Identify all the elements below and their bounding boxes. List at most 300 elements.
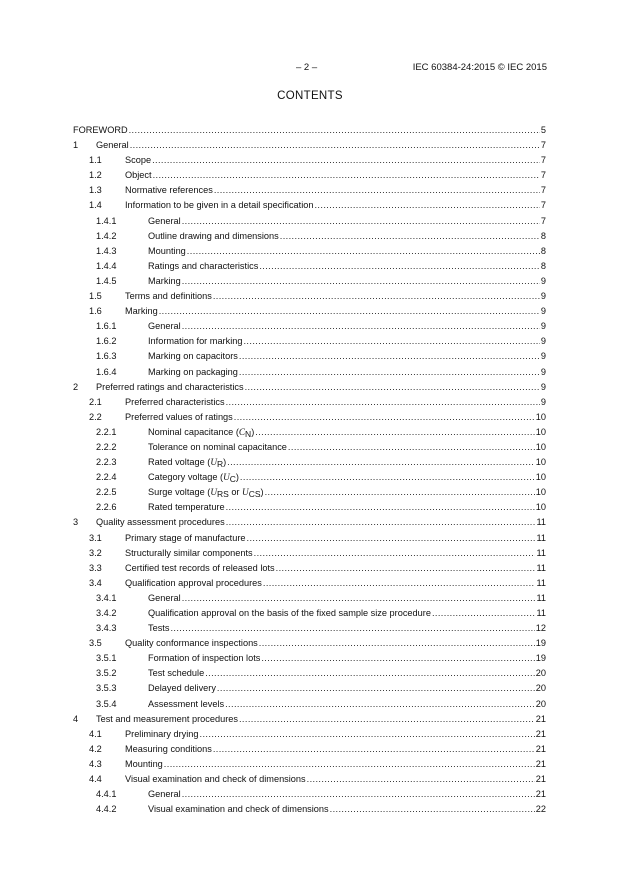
toc-title-text: Test schedule bbox=[148, 668, 205, 679]
toc-row[interactable] bbox=[73, 577, 546, 592]
toc-title-text: Information to be given in a detail specification bbox=[125, 200, 314, 211]
toc-page-number: 10 bbox=[535, 441, 546, 452]
toc-entry[interactable] bbox=[125, 154, 546, 167]
symbol: U bbox=[210, 457, 217, 468]
toc-entry[interactable] bbox=[148, 592, 546, 605]
toc-page-number: 21 bbox=[535, 789, 546, 800]
dot-leader bbox=[152, 154, 540, 167]
toc-section-number: 3.1 bbox=[89, 532, 102, 543]
dot-leader bbox=[182, 320, 540, 333]
toc-section-number: 3.3 bbox=[89, 562, 102, 573]
toc-section-number: 1.4.5 bbox=[96, 275, 117, 286]
toc-page-number: 9 bbox=[540, 396, 546, 407]
toc-entry[interactable] bbox=[148, 501, 546, 514]
toc-title bbox=[125, 199, 314, 212]
dot-leader bbox=[263, 577, 536, 590]
toc-section-number: 2.1 bbox=[89, 396, 102, 407]
toc-row[interactable] bbox=[73, 335, 546, 350]
toc-section-number: 3.5.2 bbox=[96, 668, 117, 679]
toc-page-number: 8 bbox=[540, 230, 546, 241]
toc-row[interactable] bbox=[73, 471, 546, 486]
toc-title-text: Preferred ratings and characteristics bbox=[96, 381, 244, 392]
toc-page-number: 10 bbox=[535, 487, 546, 498]
toc-title-text: Surge voltage ( bbox=[148, 487, 211, 498]
toc-section-number: 1.1 bbox=[89, 155, 102, 166]
dot-leader bbox=[182, 788, 535, 801]
toc-row[interactable] bbox=[73, 350, 546, 365]
toc-title-text: Mounting bbox=[148, 245, 186, 256]
toc-page-number: 21 bbox=[535, 713, 546, 724]
toc-section-number: 1.6.2 bbox=[96, 336, 117, 347]
toc-page-number: 10 bbox=[535, 411, 546, 422]
toc-title bbox=[125, 305, 159, 318]
toc-entry[interactable] bbox=[96, 139, 546, 152]
toc-row[interactable] bbox=[73, 652, 546, 667]
toc-title bbox=[148, 275, 182, 288]
toc-section-number: 4.4 bbox=[89, 774, 102, 785]
symbol-subscript: RS bbox=[216, 489, 229, 500]
toc-entry[interactable] bbox=[125, 758, 546, 771]
toc-row[interactable] bbox=[73, 230, 546, 245]
toc-entry[interactable] bbox=[148, 667, 546, 680]
toc-page-number: 10 bbox=[535, 502, 546, 513]
toc-title-text: General bbox=[148, 321, 181, 332]
toc-section-number: 2.2.5 bbox=[96, 487, 117, 498]
toc-title-text: Terms and definitions bbox=[125, 291, 212, 302]
toc-entry[interactable] bbox=[125, 290, 546, 303]
dot-leader bbox=[276, 562, 536, 575]
toc-entry[interactable] bbox=[148, 698, 546, 711]
toc-row[interactable] bbox=[73, 547, 546, 562]
toc-entry[interactable] bbox=[148, 441, 546, 454]
toc-section-number: 1.6.4 bbox=[96, 366, 117, 377]
toc-entry[interactable] bbox=[148, 788, 546, 801]
toc-page-number: 9 bbox=[540, 275, 546, 286]
toc-page-number: 8 bbox=[540, 245, 546, 256]
toc-row[interactable] bbox=[73, 637, 546, 652]
toc-section-number: 1.4 bbox=[89, 200, 102, 211]
toc-entry[interactable] bbox=[148, 682, 546, 695]
symbol-subscript: R bbox=[216, 459, 224, 470]
toc-title bbox=[148, 260, 259, 273]
toc-title-text: Qualification approval on the basis of the fixed sample size procedure bbox=[148, 608, 431, 618]
dot-leader bbox=[239, 713, 535, 726]
toc-title-text: Rated temperature bbox=[148, 502, 225, 513]
toc-page-number: 10 bbox=[535, 426, 546, 437]
dot-leader bbox=[226, 396, 540, 409]
toc-title-text: Information for marking bbox=[148, 336, 243, 347]
toc-title-text: Preferred characteristics bbox=[125, 396, 225, 407]
dot-leader bbox=[187, 245, 540, 258]
toc-title-text: Scope bbox=[125, 155, 152, 166]
toc-title-text: Marking on capacitors bbox=[148, 351, 238, 362]
toc-title-text-end: ) bbox=[260, 487, 264, 498]
toc-title bbox=[125, 411, 234, 424]
toc-row[interactable] bbox=[73, 426, 546, 441]
toc-title-text: Qualification approval procedures bbox=[125, 577, 262, 588]
toc-page-number: 9 bbox=[540, 336, 546, 347]
toc-page-number: 21 bbox=[535, 728, 546, 739]
toc-title bbox=[148, 441, 288, 454]
dot-leader bbox=[164, 758, 535, 771]
toc-row[interactable] bbox=[73, 275, 546, 290]
symbol: U bbox=[223, 472, 230, 483]
toc-section-number: 3.5.4 bbox=[96, 698, 117, 709]
toc-page-number: 9 bbox=[540, 321, 546, 332]
dot-leader bbox=[182, 592, 536, 605]
toc-title bbox=[125, 743, 213, 756]
toc-title-text: Ratings and characteristics bbox=[148, 260, 259, 271]
toc-title bbox=[148, 230, 280, 243]
toc-row[interactable] bbox=[73, 124, 546, 139]
toc-row[interactable] bbox=[73, 260, 546, 275]
toc-title bbox=[148, 698, 225, 711]
toc-title-text: Structurally similar components bbox=[125, 547, 253, 558]
toc-title bbox=[148, 682, 217, 695]
toc-title bbox=[125, 184, 214, 197]
toc-row[interactable] bbox=[73, 411, 546, 426]
toc-entry[interactable] bbox=[125, 169, 546, 182]
toc-title bbox=[96, 516, 226, 529]
dot-leader bbox=[213, 743, 535, 756]
dot-leader bbox=[129, 124, 540, 137]
symbol-subscript: N bbox=[245, 428, 252, 439]
toc-page-number: 21 bbox=[535, 774, 546, 785]
toc-row[interactable] bbox=[73, 184, 546, 199]
toc-title-text: Marking bbox=[148, 275, 181, 286]
dot-leader bbox=[259, 260, 540, 273]
toc-row[interactable] bbox=[73, 788, 546, 803]
toc-title-text: Outline drawing and dimensions bbox=[148, 230, 279, 241]
toc-row[interactable] bbox=[73, 803, 546, 818]
toc-row[interactable] bbox=[73, 396, 546, 411]
toc-entry[interactable] bbox=[148, 803, 546, 816]
toc-row[interactable] bbox=[73, 320, 546, 335]
toc-entry[interactable] bbox=[125, 577, 546, 590]
toc-section-number: 1.6.3 bbox=[96, 351, 117, 362]
toc-section-number: 1.4.2 bbox=[96, 230, 117, 241]
dot-leader bbox=[247, 532, 536, 545]
toc-page-number: 7 bbox=[540, 155, 546, 166]
toc-title bbox=[148, 366, 239, 379]
toc-title-text: General bbox=[148, 789, 181, 800]
toc-section-number: 1.6.1 bbox=[96, 321, 117, 332]
toc-title-text: General bbox=[148, 592, 181, 603]
toc-row[interactable] bbox=[73, 139, 546, 154]
toc-row[interactable] bbox=[73, 743, 546, 758]
toc-title-text: Nominal capacitance ( bbox=[148, 426, 239, 437]
toc-entry[interactable] bbox=[125, 562, 546, 575]
toc-title-text-end: ) bbox=[251, 426, 255, 437]
toc-title-text: Formation of inspection lots bbox=[148, 653, 261, 664]
symbol-subscript: CS bbox=[248, 489, 261, 500]
toc-entry[interactable] bbox=[125, 773, 546, 786]
toc-section-number: 3.4.2 bbox=[96, 608, 117, 618]
toc-entry[interactable] bbox=[73, 124, 546, 137]
toc-title bbox=[148, 622, 170, 635]
toc-title-text: Quality assessment procedures bbox=[96, 517, 225, 528]
toc-entry[interactable] bbox=[148, 652, 546, 665]
toc-title bbox=[148, 803, 330, 816]
toc-entry[interactable] bbox=[148, 622, 546, 635]
toc-row[interactable] bbox=[73, 682, 546, 697]
toc-page-number: 20 bbox=[535, 683, 546, 694]
toc-entry[interactable] bbox=[148, 426, 546, 441]
toc-section-number: 4.4.1 bbox=[96, 789, 117, 800]
toc-section-number: 4 bbox=[73, 713, 79, 724]
toc-page-number: 9 bbox=[540, 381, 546, 392]
toc-section-number: 1.3 bbox=[89, 185, 102, 196]
toc-title-text: Visual examination and check of dimensions bbox=[125, 774, 306, 785]
toc-section-number: 1.4.4 bbox=[96, 260, 117, 271]
toc-title-text: Mounting bbox=[125, 758, 163, 769]
toc-row[interactable] bbox=[73, 245, 546, 260]
dot-leader bbox=[205, 667, 535, 680]
page-header bbox=[0, 62, 620, 76]
toc-title-text: Normative references bbox=[125, 185, 213, 196]
toc-row[interactable] bbox=[73, 366, 546, 381]
dot-leader bbox=[213, 290, 540, 303]
toc-title bbox=[148, 486, 265, 501]
toc-entry[interactable] bbox=[125, 184, 546, 197]
toc-row[interactable] bbox=[73, 441, 546, 456]
toc-page-number: 20 bbox=[535, 698, 546, 709]
toc-page-number: 7 bbox=[540, 200, 546, 211]
toc-title-text: Marking on packaging bbox=[148, 366, 238, 377]
toc-row[interactable] bbox=[73, 773, 546, 788]
dot-leader bbox=[243, 335, 539, 348]
toc-entry[interactable] bbox=[96, 516, 546, 529]
toc-entry[interactable] bbox=[125, 411, 546, 424]
toc-title-text: Category voltage ( bbox=[148, 472, 224, 483]
toc-page-number: 20 bbox=[535, 668, 546, 679]
dot-leader bbox=[217, 682, 535, 695]
toc-entry[interactable] bbox=[125, 547, 546, 560]
toc-page-number: 7 bbox=[540, 170, 546, 181]
dot-leader bbox=[432, 607, 536, 620]
toc-row[interactable] bbox=[73, 532, 546, 547]
toc-title bbox=[148, 652, 261, 665]
toc-title bbox=[125, 728, 200, 741]
dot-leader bbox=[330, 803, 535, 816]
dot-leader bbox=[261, 652, 534, 665]
toc-row[interactable] bbox=[73, 698, 546, 713]
dot-leader bbox=[200, 728, 535, 741]
toc-section-number: 3.4.3 bbox=[96, 623, 117, 634]
toc-page-number: 11 bbox=[536, 547, 546, 558]
toc-entry[interactable] bbox=[148, 260, 546, 273]
toc-row[interactable] bbox=[73, 516, 546, 531]
toc-title-text: Preferred values of ratings bbox=[125, 411, 233, 422]
toc-title bbox=[125, 547, 254, 560]
toc-title-text: Rated voltage ( bbox=[148, 457, 211, 468]
toc-entry[interactable] bbox=[148, 350, 546, 363]
toc-title bbox=[125, 290, 213, 303]
toc-entry[interactable] bbox=[148, 215, 546, 228]
toc-section-number: 3.4 bbox=[89, 577, 102, 588]
toc-title-text: Delayed delivery bbox=[148, 683, 216, 694]
toc-row[interactable] bbox=[73, 215, 546, 230]
toc-entry[interactable] bbox=[148, 320, 546, 333]
dot-leader bbox=[265, 486, 535, 499]
toc-title-text: FOREWORD bbox=[73, 125, 128, 135]
toc-section-number: 2.2.3 bbox=[96, 457, 117, 468]
toc-title-text: Assessment levels bbox=[148, 698, 225, 709]
toc-row[interactable] bbox=[73, 381, 546, 396]
toc-row[interactable] bbox=[73, 728, 546, 743]
toc-row[interactable] bbox=[73, 667, 546, 682]
toc-row[interactable] bbox=[73, 607, 546, 622]
toc-entry[interactable] bbox=[125, 199, 546, 212]
toc-section-number: 3.5.1 bbox=[96, 653, 117, 664]
toc-entry[interactable] bbox=[148, 471, 546, 486]
toc-row[interactable] bbox=[73, 169, 546, 184]
dot-leader bbox=[130, 139, 540, 152]
toc-section-number: 4.3 bbox=[89, 758, 102, 769]
toc-page-number: 8 bbox=[540, 260, 546, 271]
toc-title-text-end: ) bbox=[235, 472, 239, 483]
toc-entry[interactable] bbox=[148, 335, 546, 348]
toc-row[interactable] bbox=[73, 486, 546, 501]
toc-section-number: 2.2.2 bbox=[96, 441, 117, 452]
dot-leader bbox=[182, 275, 540, 288]
toc-title-text: Visual examination and check of dimensions bbox=[148, 804, 329, 815]
toc-entry[interactable] bbox=[96, 381, 546, 394]
toc-row[interactable] bbox=[73, 199, 546, 214]
toc-entry[interactable] bbox=[148, 456, 546, 471]
dot-leader bbox=[226, 501, 535, 514]
toc-section-number: 2.2.1 bbox=[96, 426, 117, 437]
toc-page-number: 10 bbox=[535, 472, 546, 483]
toc-page-number: 7 bbox=[540, 140, 546, 151]
toc-title bbox=[125, 396, 226, 409]
toc-title bbox=[125, 154, 152, 167]
toc-entry[interactable] bbox=[148, 607, 546, 620]
toc-page-number: 9 bbox=[540, 291, 546, 302]
toc-title bbox=[96, 139, 130, 152]
toc-title bbox=[125, 532, 247, 545]
toc-entry[interactable] bbox=[125, 396, 546, 409]
toc-title bbox=[148, 426, 255, 441]
toc-section-number: 1.5 bbox=[89, 291, 102, 302]
toc-page-number: 9 bbox=[540, 366, 546, 377]
toc-title bbox=[148, 607, 432, 620]
toc-row[interactable] bbox=[73, 562, 546, 577]
toc-section-number: 1.4.3 bbox=[96, 245, 117, 256]
toc-title bbox=[125, 562, 276, 575]
toc-entry[interactable] bbox=[96, 713, 546, 726]
toc-title bbox=[148, 215, 182, 228]
toc-section-number: 1 bbox=[73, 140, 79, 151]
toc-title bbox=[125, 637, 259, 650]
toc-entry[interactable] bbox=[125, 743, 546, 756]
toc-title-text-end: ) bbox=[223, 457, 227, 468]
toc-page-number: 11 bbox=[536, 532, 546, 543]
toc-row[interactable] bbox=[73, 154, 546, 169]
toc-row[interactable] bbox=[73, 592, 546, 607]
toc-title-text: Measuring conditions bbox=[125, 743, 212, 754]
toc-title bbox=[148, 501, 226, 514]
toc-page-number: 21 bbox=[535, 758, 546, 769]
toc-title bbox=[148, 667, 205, 680]
toc-page-number: 9 bbox=[540, 351, 546, 362]
toc-page-number: 19 bbox=[535, 638, 546, 649]
symbol: U bbox=[210, 487, 217, 498]
symbol: U bbox=[242, 487, 249, 498]
toc-page-number: 11 bbox=[536, 608, 546, 618]
toc-title-text: Marking bbox=[125, 306, 158, 317]
dot-leader bbox=[214, 184, 540, 197]
toc-row[interactable] bbox=[73, 758, 546, 773]
toc-title bbox=[148, 471, 240, 486]
toc-title-text: General bbox=[96, 140, 129, 151]
toc-title bbox=[125, 773, 307, 786]
toc-title-text: Tests bbox=[148, 623, 170, 634]
toc-page-number: 11 bbox=[536, 517, 546, 528]
toc-row[interactable] bbox=[73, 501, 546, 516]
toc-title bbox=[148, 335, 243, 348]
toc-title bbox=[96, 713, 239, 726]
table-of-contents bbox=[73, 124, 546, 818]
toc-title-text: Quality conformance inspections bbox=[125, 638, 258, 649]
toc-title bbox=[148, 788, 182, 801]
toc-entry[interactable] bbox=[148, 486, 546, 501]
toc-title bbox=[125, 169, 153, 182]
toc-page-number: 9 bbox=[540, 306, 546, 317]
toc-title-text: Tolerance on nominal capacitance bbox=[148, 441, 287, 452]
dot-leader bbox=[234, 411, 535, 424]
toc-section-number: 4.4.2 bbox=[96, 804, 117, 815]
toc-page-number: 19 bbox=[535, 653, 546, 664]
toc-page-number: 7 bbox=[540, 215, 546, 226]
toc-section-number: 3.4.1 bbox=[96, 592, 117, 603]
toc-section-number: 2.2.6 bbox=[96, 502, 117, 513]
standard-reference: IEC 60384-24:2015 © IEC 2015 bbox=[412, 62, 547, 73]
toc-section-number: 3.5 bbox=[89, 638, 102, 649]
dot-leader bbox=[182, 215, 540, 228]
toc-page-number: 22 bbox=[535, 804, 546, 815]
toc-row[interactable] bbox=[73, 290, 546, 305]
toc-entry[interactable] bbox=[148, 275, 546, 288]
page-number: – 2 – bbox=[296, 62, 318, 73]
dot-leader bbox=[239, 350, 540, 363]
toc-entry[interactable] bbox=[125, 728, 546, 741]
toc-title bbox=[148, 456, 227, 471]
toc-row[interactable] bbox=[73, 305, 546, 320]
dot-leader bbox=[227, 456, 535, 469]
toc-title-text: Preliminary drying bbox=[125, 728, 199, 739]
toc-entry[interactable] bbox=[148, 366, 546, 379]
toc-page-number: 11 bbox=[536, 562, 546, 573]
toc-section-number: 2.2 bbox=[89, 411, 102, 422]
toc-entry[interactable] bbox=[125, 532, 546, 545]
dot-leader bbox=[240, 471, 535, 484]
toc-entry[interactable] bbox=[148, 230, 546, 243]
dot-leader bbox=[170, 622, 534, 635]
toc-row[interactable] bbox=[73, 713, 546, 728]
toc-section-number: 2 bbox=[73, 381, 79, 392]
toc-row[interactable] bbox=[73, 456, 546, 471]
toc-section-number: 1.6 bbox=[89, 306, 102, 317]
toc-entry[interactable] bbox=[148, 245, 546, 258]
dot-leader bbox=[255, 426, 535, 439]
dot-leader bbox=[159, 305, 540, 318]
toc-entry[interactable] bbox=[125, 637, 546, 650]
toc-page-number: 21 bbox=[535, 743, 546, 754]
toc-title-text: Object bbox=[125, 170, 152, 181]
toc-entry[interactable] bbox=[125, 305, 546, 318]
toc-row[interactable] bbox=[73, 622, 546, 637]
